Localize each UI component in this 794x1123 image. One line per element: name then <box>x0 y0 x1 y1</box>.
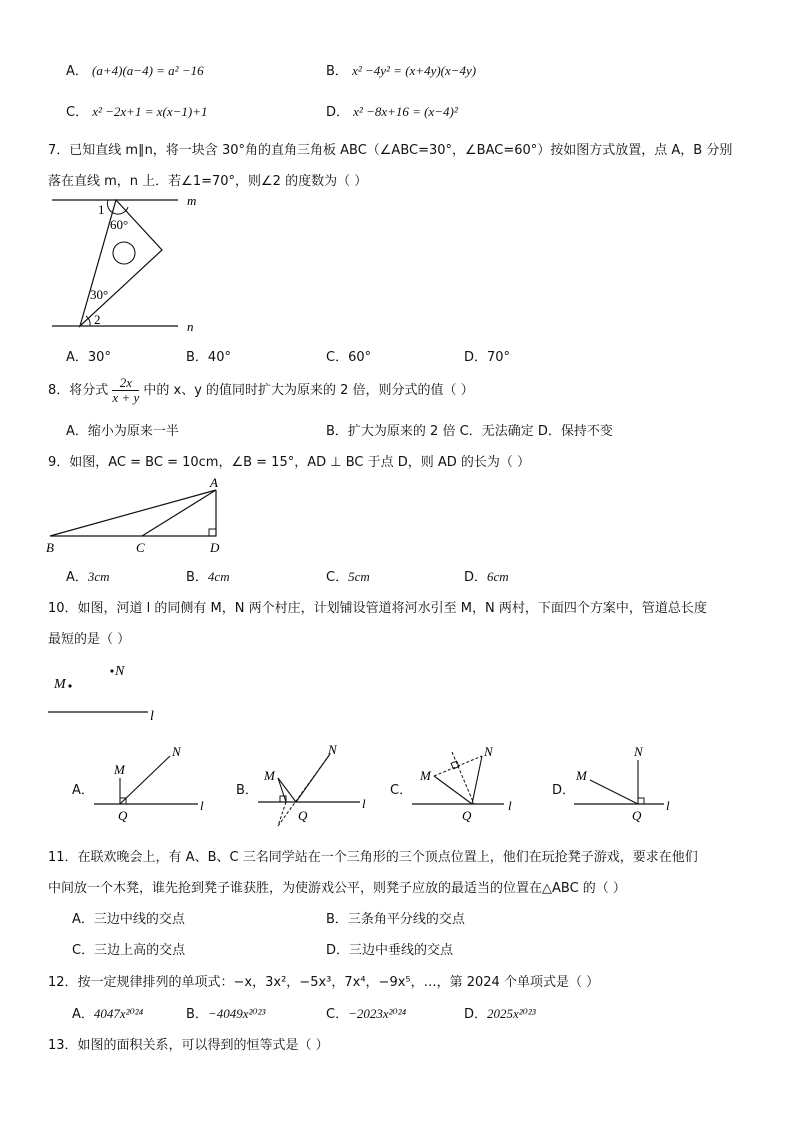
svg-text:M: M <box>420 768 431 783</box>
q6-option-d[interactable]: D． x² −8x+16 = (x−4)² <box>326 104 458 120</box>
q13-stem: 13．如图的面积关系，可以得到的恒等式是（ ） <box>48 1038 329 1053</box>
q9-figure <box>44 474 244 556</box>
svg-text:N: N <box>634 744 643 759</box>
q8-fraction: $\frac{2x}{x + y}$ <box>112 375 140 405</box>
svg-text:M: M <box>264 768 275 783</box>
q11-option-d[interactable]: D．三边中垂线的交点 <box>326 943 454 958</box>
q7-option-b[interactable]: B．40° <box>186 350 231 365</box>
q7-option-c[interactable]: C．60° <box>326 350 372 365</box>
label-angle-60: 60° <box>110 217 129 232</box>
q10-option-a-label[interactable]: A． <box>72 783 94 798</box>
q7-stem-line2: 落在直线 m，n 上．若∠1=70°，则∠2 的度数为（ ） <box>48 174 368 189</box>
svg-text:N: N <box>484 744 493 759</box>
svg-text:Q: Q <box>298 808 308 823</box>
q11-stem-line2: 中间放一个木凳，谁先抢到凳子谁获胜，为使游戏公平，则凳子应放的最适当的位置在△ABC 的（ ） <box>48 881 626 896</box>
q11-stem-line1: 11．在联欢晚会上，有 A、B、C 三名同学站在一个三角形的三个顶点位置上，他们在玩抢凳子游戏，要求在他们 <box>48 850 698 865</box>
label-c: C <box>136 540 145 555</box>
q8-option-a[interactable]: A．缩小为原来一半 <box>66 424 179 439</box>
q7-figure <box>50 192 220 342</box>
q7-option-d[interactable]: D．70° <box>464 350 511 365</box>
q10-option-a-figure[interactable] <box>92 742 212 824</box>
label-angle-30: 30° <box>90 287 109 302</box>
label-l: l <box>150 709 154 724</box>
svg-text:l: l <box>200 798 204 813</box>
q11-option-a[interactable]: A．三边中线的交点 <box>72 912 185 927</box>
label-b: B <box>46 540 54 555</box>
svg-text:Q: Q <box>462 808 472 823</box>
label-m: M <box>54 677 66 692</box>
q12-option-b[interactable]: B．−4049x²⁰²³ <box>186 1006 266 1022</box>
q9-option-b[interactable]: B．4cm <box>186 569 230 585</box>
ruler-hole <box>113 242 135 264</box>
svg-text:M: M <box>114 762 125 777</box>
q12-stem: 12．按一定规律排列的单项式：−x，3x²，−5x³，7x⁴，−9x⁵，…，第 2024 个单项式是（ ） <box>48 975 600 990</box>
label-m: m <box>187 193 197 208</box>
segment-ba <box>50 490 216 536</box>
q10-option-d-figure[interactable] <box>572 742 692 824</box>
svg-text:Q: Q <box>632 808 642 823</box>
label-n: n <box>187 319 194 334</box>
segment-ca <box>142 490 216 536</box>
svg-text:M: M <box>576 768 587 783</box>
svg-text:Q: Q <box>118 808 128 823</box>
q11-option-c[interactable]: C．三边上高的交点 <box>72 943 186 958</box>
q10-option-b-figure[interactable] <box>256 740 376 830</box>
q12-option-a[interactable]: A．4047x²⁰²⁴ <box>72 1006 144 1022</box>
q6-option-b[interactable]: B． x² −4y² = (x+4y)(x−4y) <box>326 63 477 79</box>
q7-option-a[interactable]: A．30° <box>66 350 111 365</box>
point-n <box>110 669 113 672</box>
q12-option-d[interactable]: D．2025x²⁰²³ <box>464 1006 536 1022</box>
label-angle-1: 1 <box>98 202 105 217</box>
label-d: D <box>210 540 220 555</box>
q9-option-c[interactable]: C．5cm <box>326 569 370 585</box>
q8-option-bcd[interactable]: B．扩大为原来的 2 倍 C．无法确定 D．保持不变 <box>326 424 613 439</box>
q8-stem: 8．将分式 $\frac{2x}{x + y}$ 中的 x、y 的值同时扩大为原来的 2 倍，则分式的值（ ） <box>48 375 474 405</box>
svg-text:l: l <box>666 798 670 813</box>
q10-main-figure <box>44 658 174 724</box>
q9-option-a[interactable]: A．3cm <box>66 569 110 585</box>
label-angle-2: 2 <box>94 312 101 327</box>
q10-stem-line2: 最短的是（ ） <box>48 632 131 647</box>
q7-stem-line1: 7．已知直线 m∥n，将一块含 30°角的直角三角板 ABC（∠ABC=30°，∠BAC=60°）按如图方式放置，点 A，B 分别 <box>48 143 733 158</box>
svg-text:l: l <box>508 798 512 813</box>
svg-text:N: N <box>328 742 337 757</box>
q9-stem: 9．如图，AC = BC = 10cm，∠B = 15°，AD ⊥ BC 于点 D，则 AD 的长为（ ） <box>48 455 531 470</box>
q10-option-d-label[interactable]: D． <box>552 783 576 798</box>
q10-option-c-figure[interactable] <box>408 742 528 824</box>
q9-option-d[interactable]: D．6cm <box>464 569 509 585</box>
q12-option-c[interactable]: C．−2023x²⁰²⁴ <box>326 1006 407 1022</box>
svg-text:l: l <box>362 796 366 811</box>
q10-stem-line1: 10．如图，河道 l 的同侧有 M，N 两个村庄，计划铺设管道将河水引至 M，N 两村，下面四个方案中，管道总长度 <box>48 601 707 616</box>
point-m <box>68 684 71 687</box>
label-n: N <box>115 664 125 679</box>
svg-text:N: N <box>172 744 181 759</box>
q6-option-a[interactable]: A． (a+4)(a−4) = a² −16 <box>66 63 204 79</box>
q10-option-b-label[interactable]: B． <box>236 783 258 798</box>
q10-option-c-label[interactable]: C． <box>390 783 413 798</box>
right-angle-mark <box>209 529 216 536</box>
q11-option-b[interactable]: B．三条角平分线的交点 <box>326 912 465 927</box>
label-a: A <box>210 475 218 490</box>
q6-option-c[interactable]: C． x² −2x+1 = x(x−1)+1 <box>66 104 208 120</box>
